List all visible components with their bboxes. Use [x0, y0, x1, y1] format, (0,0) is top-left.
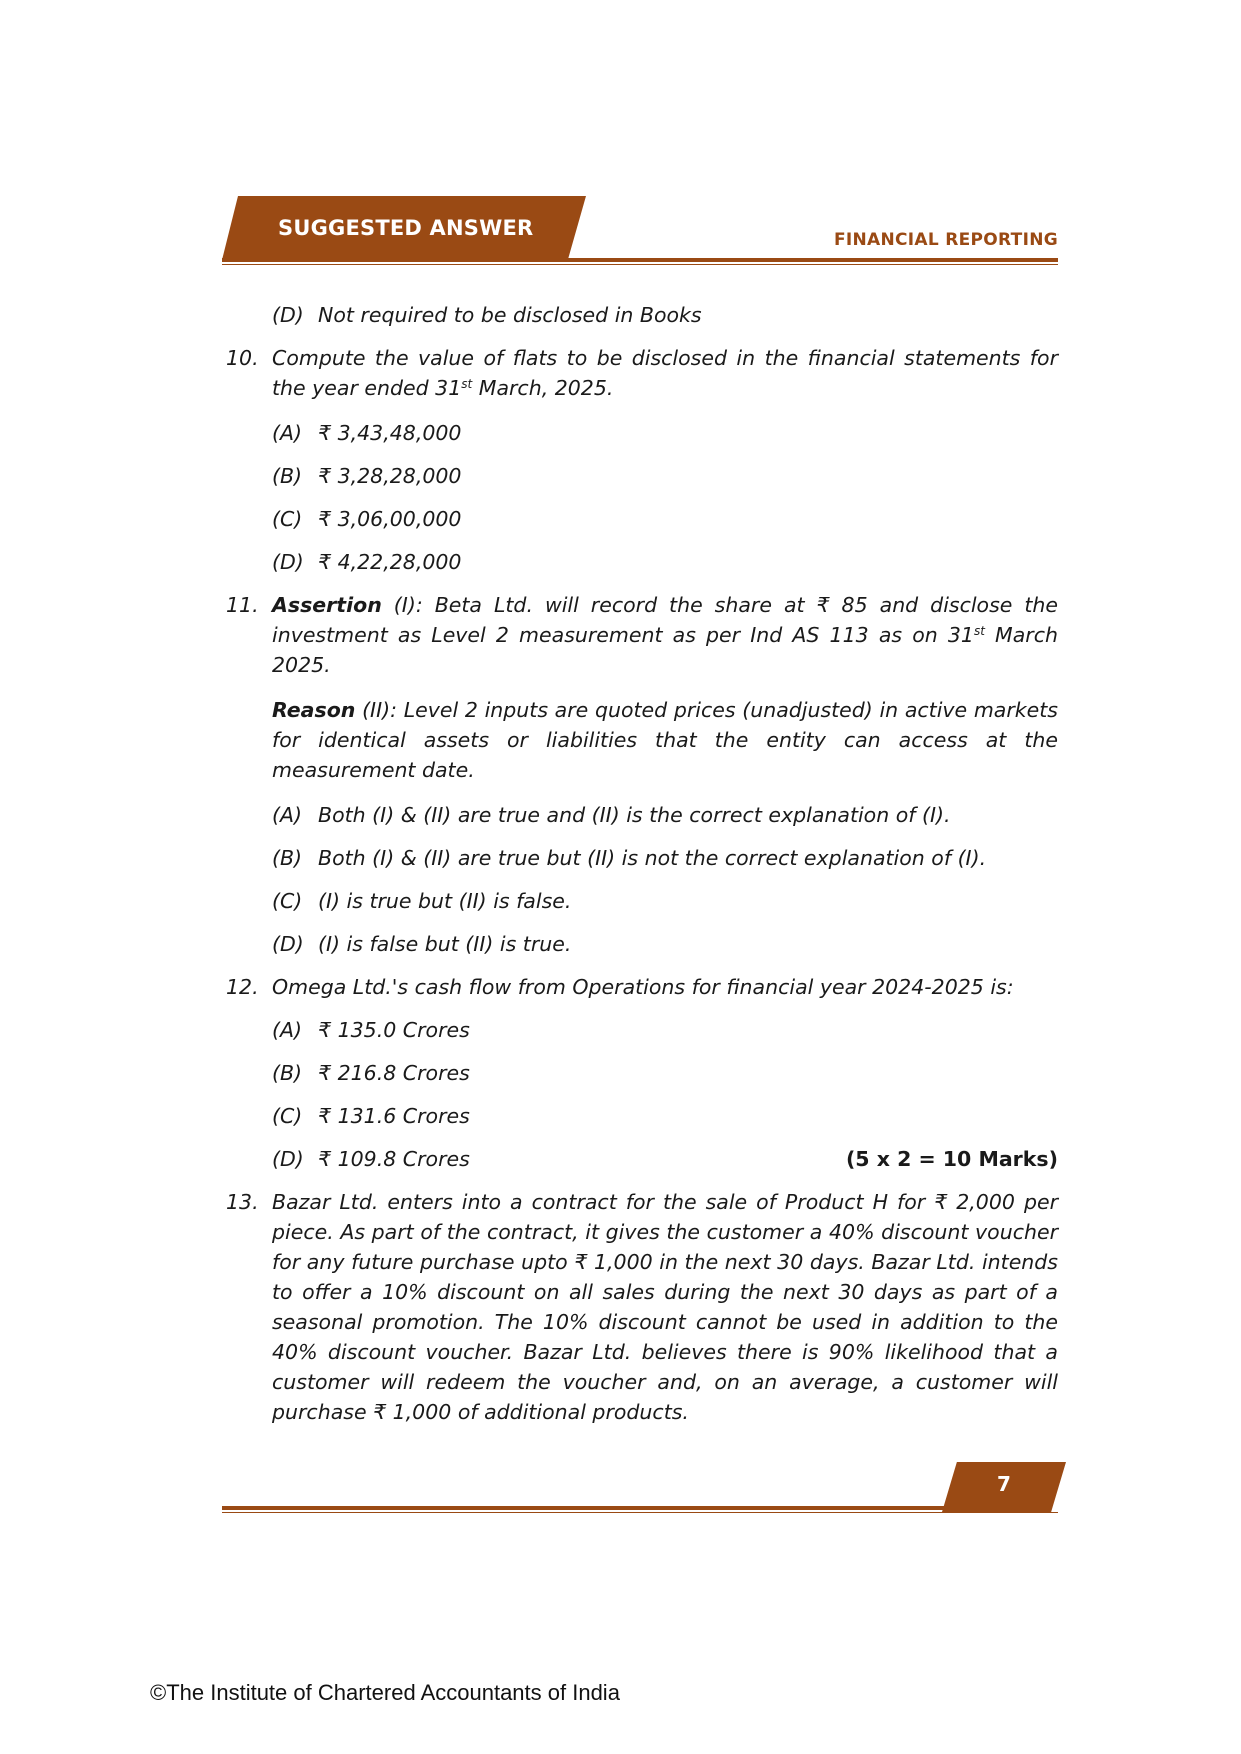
q11-option-b: (B) Both (I) & (II) are true but (II) is not the correct explanation of (I).	[272, 846, 987, 870]
question-number: 11.	[226, 593, 259, 617]
footer-rule	[222, 1506, 1032, 1510]
question-13: 13. Bazar Ltd. enters into a contract for the sale of Product H for ₹ 2,000 per piece. As part of the contract, it gives the customer a 40% discount voucher for any future purchase upto ₹ 1,000 in the next 30 days. Bazar Ltd. intends to offer a 10% discount on all sales during the next 30 days as part of a seasonal promotion. The 10% discount cannot be used in addition to the 40% discount voucher. Bazar Ltd. believes there is 90% likelihood that a customer will redeem the voucher and, on an average, a customer will purchase ₹ 1,000 of additional products.	[222, 1187, 1058, 1427]
q10-option-b: (B) ₹ 3,28,28,000	[272, 464, 462, 488]
q12-option-c: (C) ₹ 131.6 Crores	[272, 1104, 470, 1128]
footer-rule-thin	[222, 1512, 1058, 1513]
q12-option-a: (A) ₹ 135.0 Crores	[272, 1018, 470, 1042]
q11-option-a: (A) Both (I) & (II) are true and (II) is the correct explanation of (I).	[272, 803, 951, 827]
q11-option-c: (C) (I) is true but (II) is false.	[272, 889, 572, 913]
header-rule	[222, 258, 1058, 262]
subject-title: FINANCIAL REPORTING	[833, 230, 1058, 250]
question-number: 13.	[226, 1190, 259, 1214]
q9-option-d: (D) Not required to be disclosed in Books	[272, 303, 702, 327]
reason-paragraph: Reason (II): Level 2 inputs are quoted prices (unadjusted) in active markets for identical assets or liabilities that the entity can access at the measurement date.	[272, 698, 1058, 782]
question-number: 10.	[226, 346, 259, 370]
q12-option-b: (B) ₹ 216.8 Crores	[272, 1061, 470, 1085]
page-content	[222, 300, 1058, 1440]
copyright-notice: ©The Institute of Chartered Accountants of India	[150, 1680, 620, 1705]
question-12: 12. Omega Ltd.'s cash flow from Operations for financial year 2024-2025 is:	[222, 972, 1058, 1002]
reason-label: Reason	[272, 698, 356, 722]
question-11: 11. Assertion (I): Beta Ltd. will record the share at ₹ 85 and disclose the investment as Level 2 measurement as per Ind AS 113 as on 31st March 2025.	[222, 590, 1058, 680]
q10-option-d: (D) ₹ 4,22,28,000	[272, 550, 462, 574]
question-10: 10. Compute the value of flats to be disclosed in the financial statements for the year ended 31st March, 2025.	[222, 343, 1058, 403]
q11-option-d: (D) (I) is false but (II) is true.	[272, 932, 572, 956]
header-rule-thin	[222, 264, 1058, 265]
q10-option-a: (A) ₹ 3,43,48,000	[272, 421, 462, 445]
q10-option-c: (C) ₹ 3,06,00,000	[272, 507, 462, 531]
header-tab-label: SUGGESTED ANSWER	[278, 216, 534, 240]
question-number: 12.	[226, 975, 259, 999]
assertion-label: Assertion	[272, 593, 382, 617]
q12-option-d: (D) ₹ 109.8 Crores (5 x 2 = 10 Marks)	[222, 1144, 1058, 1174]
page-number: 7	[997, 1472, 1011, 1496]
marks-allocation: (5 x 2 = 10 Marks)	[845, 1147, 1058, 1171]
